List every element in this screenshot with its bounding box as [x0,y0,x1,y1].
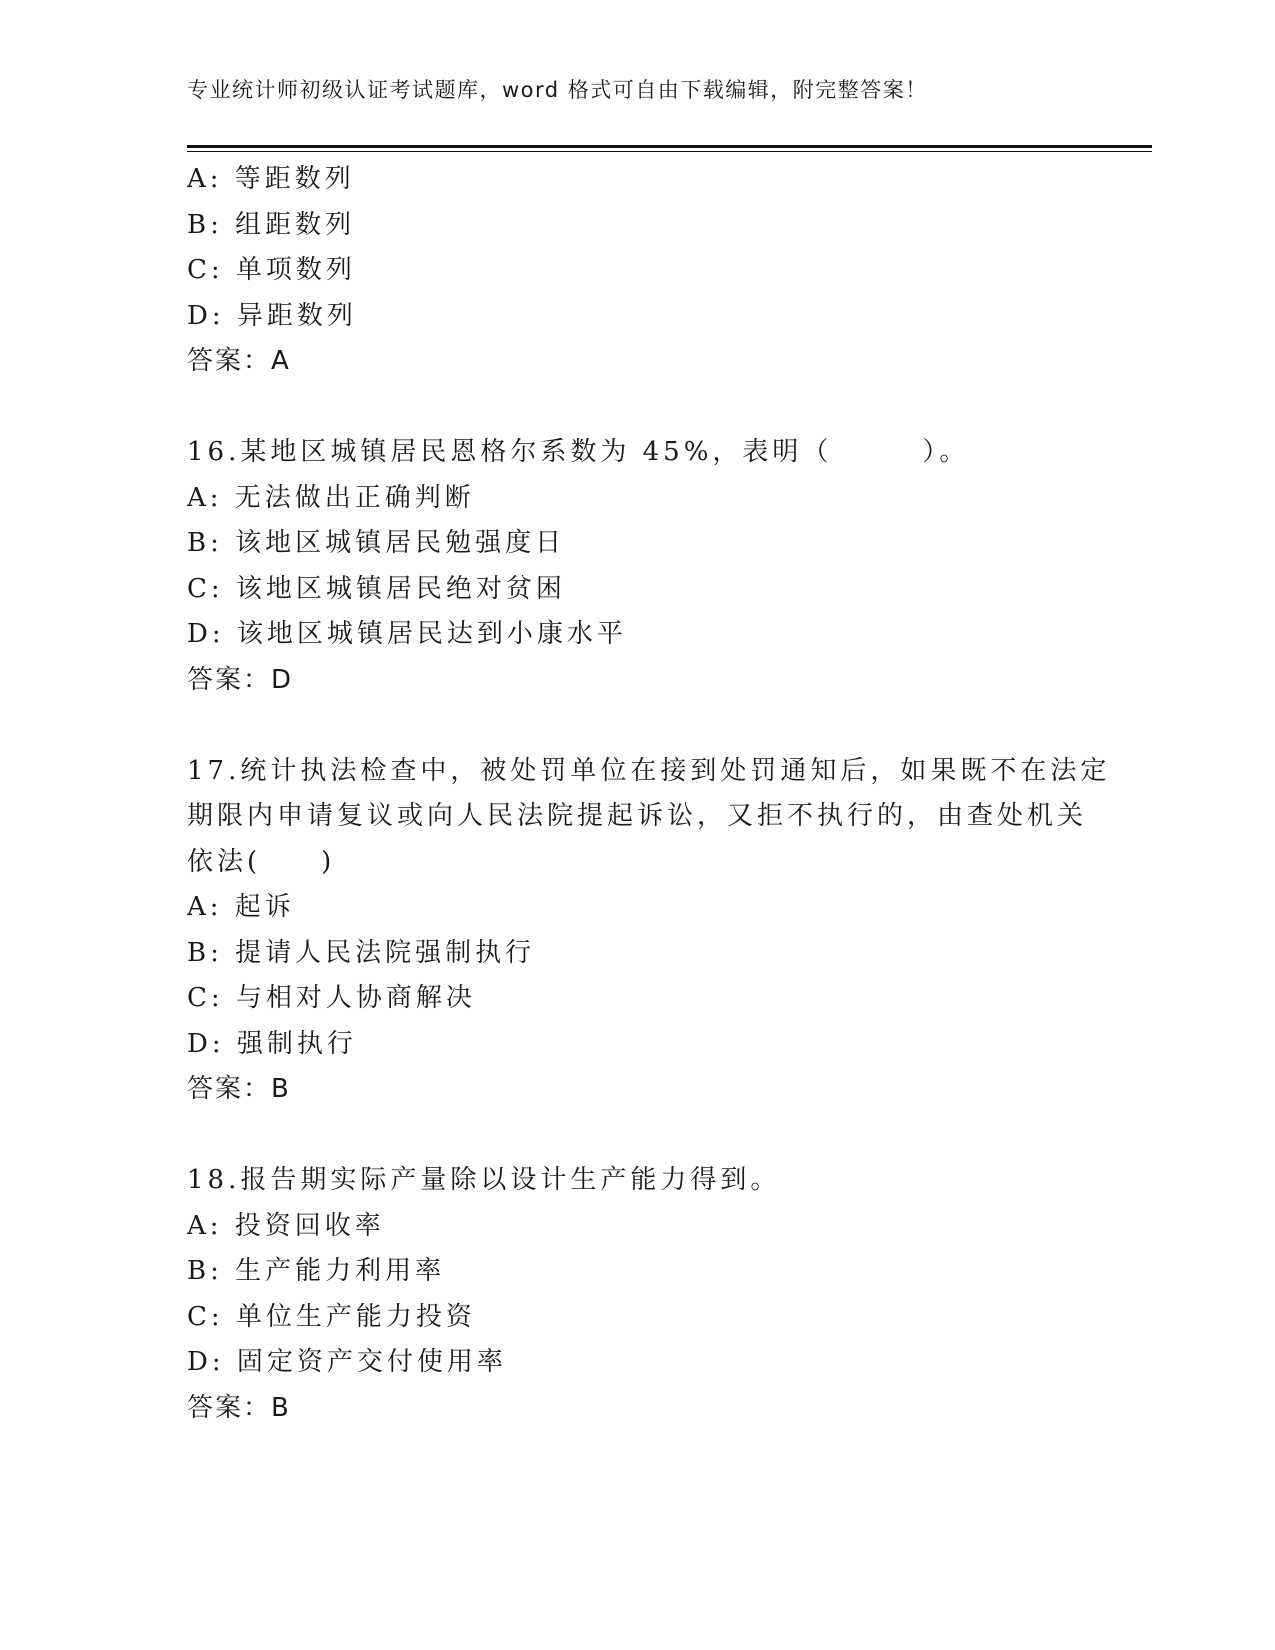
page-header: 专业统计师初级认证考试题库，word 格式可自由下载编辑，附完整答案！ [187,78,928,102]
option-d: D: 固定资产交付使用率 [187,1347,507,1377]
option-b: B: 提请人民法院强制执行 [187,937,536,968]
question-stem: 16.某地区城镇居民恩格尔系数为 45%，表明（ ）。 [187,437,970,467]
option-a: A: 投资回收率 [187,1210,385,1241]
option-c: C: 单位生产能力投资 [187,1301,476,1332]
question-content [187,157,1111,1431]
option-a: A: 无法做出正确判断 [187,482,475,513]
option-d: D: 异距数列 [187,300,357,331]
spacer [187,703,1087,749]
option-c: C: 该地区城镇居民绝对贫困 [187,573,566,604]
header-rule-thick [187,145,1152,148]
spacer [187,1113,1087,1159]
option-d: D: 该地区城镇居民达到小康水平 [187,619,627,649]
header-rule-thin [187,151,1152,152]
spacer [187,385,1087,431]
answer-line: 答案：B [187,1074,291,1104]
option-b: B: 生产能力利用率 [187,1256,446,1286]
question-block-17 [187,749,1111,1113]
option-a: A: 等距数列 [187,164,355,194]
question-stem: 依法( ) [187,846,336,877]
option-c: C: 与相对人协商解决 [187,983,476,1013]
option-a: A: 起诉 [187,892,295,922]
question-block-16 [187,430,1087,703]
answer-line: 答案：A [187,346,291,376]
question-stem: 18.报告期实际产量除以设计生产能力得到。 [187,1165,781,1195]
option-c: C: 单项数列 [187,255,356,285]
answer-line: 答案：D [187,664,294,695]
option-b: B: 组距数列 [187,209,356,240]
question-stem: 期限内申请复议或向人民法院提起诉讼，又拒不执行的，由查处机关 [187,801,1088,831]
question-block-15 [187,157,1087,385]
question-stem: 17.统计执法检查中，被处罚单位在接到处罚通知后，如果既不在法定 [187,755,1111,786]
option-d: D: 强制执行 [187,1028,357,1059]
option-b: B: 该地区城镇居民勉强度日 [187,528,566,558]
question-block-18 [187,1158,1087,1431]
answer-line: 答案：B [187,1392,291,1423]
